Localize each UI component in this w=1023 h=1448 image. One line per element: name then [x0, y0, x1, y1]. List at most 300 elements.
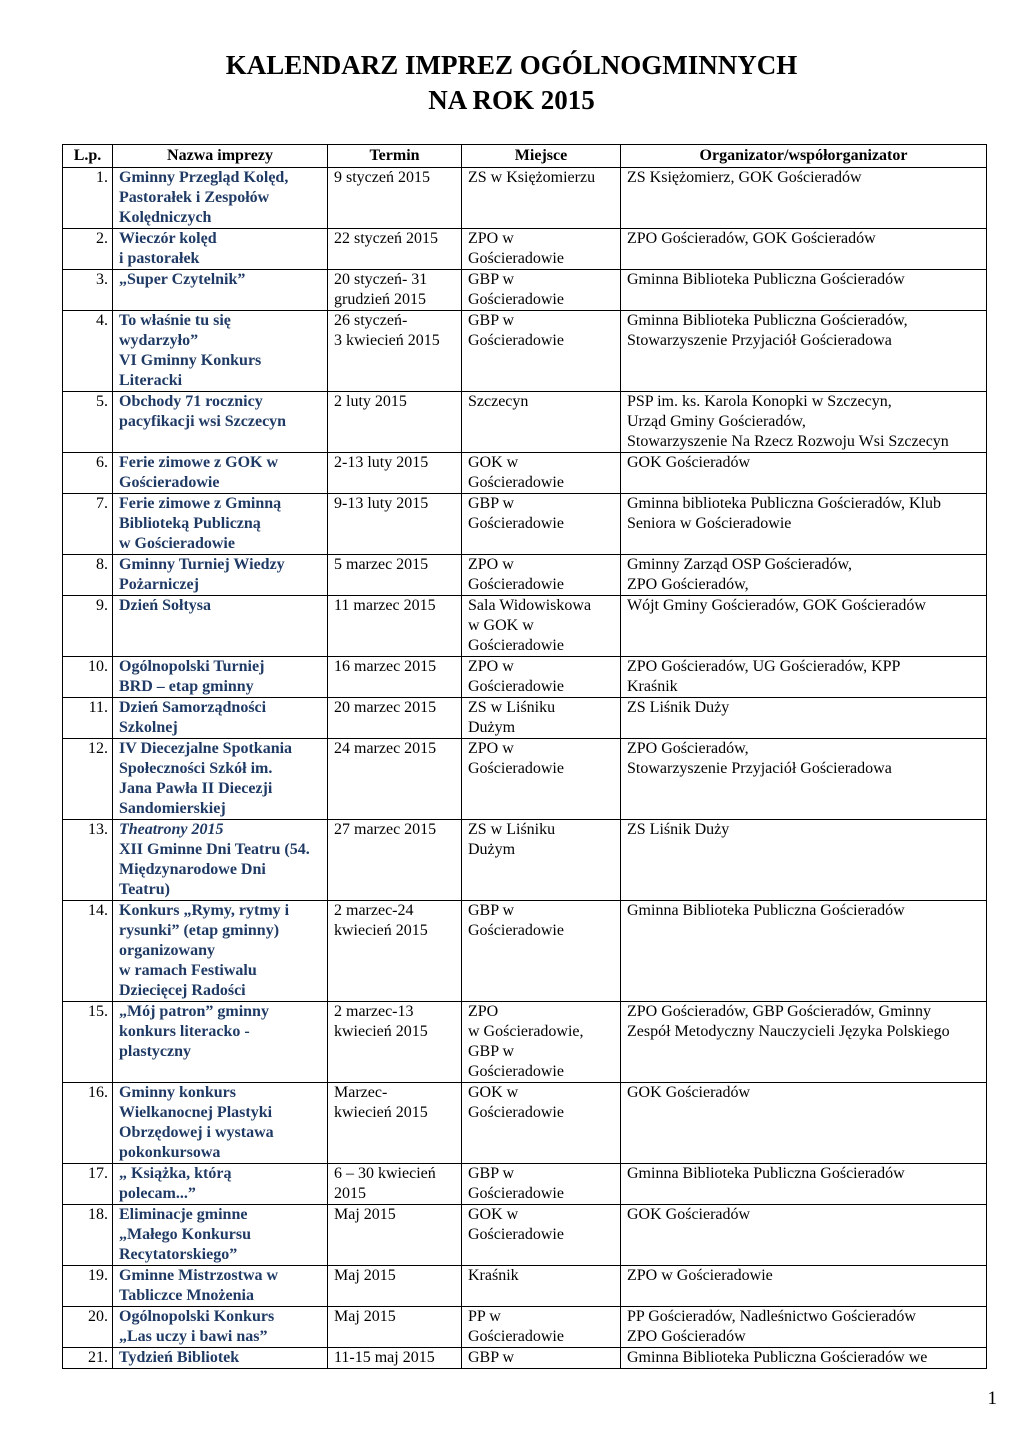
event-place — [462, 1164, 621, 1205]
event-place-line: Gościeradowie — [468, 1185, 564, 1202]
event-date — [328, 1002, 462, 1083]
event-place-line: Kraśnik — [468, 1267, 519, 1284]
event-date — [328, 1164, 462, 1205]
event-name-line: Theatrony 2015 — [119, 821, 224, 838]
event-date-line: 2015 — [334, 1185, 366, 1202]
event-organizer — [621, 1002, 987, 1083]
row-number-text: 12. — [88, 740, 108, 757]
event-date-line: kwiecień 2015 — [334, 1104, 428, 1121]
event-date — [328, 820, 462, 901]
table-row — [63, 1266, 987, 1307]
event-date-line: 16 marzec 2015 — [334, 658, 437, 675]
event-date-line: grudzień 2015 — [334, 291, 426, 308]
event-organizer-line: Gminna Biblioteka Publiczna Gościeradów — [627, 1165, 905, 1182]
event-name — [113, 1266, 328, 1307]
event-name-line: Ogólnopolski Turniej — [119, 658, 265, 675]
event-place — [462, 657, 621, 698]
event-place-line: Gościeradowie — [468, 760, 564, 777]
event-date-line: 9-13 luty 2015 — [334, 495, 429, 512]
event-name — [113, 229, 328, 270]
table-row — [63, 1002, 987, 1083]
row-number — [63, 1164, 113, 1205]
event-organizer — [621, 494, 987, 555]
event-organizer — [621, 596, 987, 657]
event-place-line: Gościeradowie — [468, 1226, 564, 1243]
row-number — [63, 596, 113, 657]
event-place-line: GOK w — [468, 1084, 519, 1101]
event-name-line: Gminny Przegląd Kolęd, — [119, 169, 289, 186]
event-name-line: VI Gminny Konkurs — [119, 352, 262, 369]
event-place-line: Gościeradowie — [468, 474, 564, 491]
event-place-line: ZPO w — [468, 230, 514, 247]
row-number-text: 11. — [88, 699, 108, 716]
event-date-line: 2-13 luty 2015 — [334, 454, 429, 471]
event-date-line: 9 styczeń 2015 — [334, 169, 430, 186]
event-organizer — [621, 1205, 987, 1266]
row-number — [63, 168, 113, 229]
table-row — [63, 901, 987, 1002]
event-organizer-line: Kraśnik — [627, 678, 678, 695]
event-name-line: organizowany — [119, 942, 215, 959]
event-place-line: GBP w — [468, 495, 515, 512]
event-place-line: Gościeradowie — [468, 1328, 564, 1345]
event-date — [328, 698, 462, 739]
row-number-text: 17. — [88, 1165, 108, 1182]
header-lp: L.p. — [63, 145, 113, 168]
row-number-text: 7. — [96, 495, 108, 512]
event-name-line: XII Gminne Dni Teatru (54. — [119, 841, 310, 858]
event-place-line: GBP w — [468, 1349, 515, 1366]
event-date — [328, 901, 462, 1002]
event-name-line: Gminne Mistrzostwa w — [119, 1267, 279, 1284]
event-date — [328, 1348, 462, 1369]
event-place-line: ZS w Księżomierzu — [468, 169, 596, 186]
event-place-line: Gościeradowie — [468, 637, 564, 654]
page-title — [0, 48, 1023, 118]
event-organizer — [621, 1266, 987, 1307]
table-row — [63, 698, 987, 739]
header-place: Miejsce — [462, 145, 621, 168]
event-place — [462, 229, 621, 270]
event-name — [113, 1348, 328, 1369]
row-number-text: 20. — [88, 1308, 108, 1325]
event-place-line: ZPO — [468, 1003, 499, 1020]
event-name-line: Dzień Samorządności — [119, 699, 267, 716]
event-place-line: ZPO w — [468, 740, 514, 757]
event-name-line: Kolędniczych — [119, 209, 212, 226]
row-number — [63, 1348, 113, 1369]
event-name-line: „Super Czytelnik” — [119, 271, 246, 288]
event-name-line: Ogólnopolski Konkurs — [119, 1308, 275, 1325]
event-place-line: GOK w — [468, 1206, 519, 1223]
event-place — [462, 596, 621, 657]
event-name — [113, 494, 328, 555]
event-organizer — [621, 392, 987, 453]
event-place-line: ZS w Liśniku — [468, 699, 556, 716]
row-number — [63, 494, 113, 555]
event-name — [113, 1002, 328, 1083]
page-number: 1 — [987, 1388, 997, 1409]
header-date: Termin — [328, 145, 462, 168]
event-organizer — [621, 657, 987, 698]
event-name-line: Gminny konkurs — [119, 1084, 236, 1101]
event-name-line: rysunki” (etap gminny) — [119, 922, 280, 939]
row-number-text: 21. — [88, 1349, 108, 1366]
event-organizer-line: ZS Księżomierz, GOK Gościeradów — [627, 169, 862, 186]
event-place — [462, 1205, 621, 1266]
row-number — [63, 270, 113, 311]
event-name — [113, 1307, 328, 1348]
event-place-line: ZPO w — [468, 556, 514, 573]
event-name-line: Ferie zimowe z Gminną — [119, 495, 282, 512]
event-place-line: Gościeradowie — [468, 576, 564, 593]
event-name — [113, 596, 328, 657]
row-number-text: 14. — [88, 902, 108, 919]
table-row — [63, 1083, 987, 1164]
event-organizer — [621, 901, 987, 1002]
event-date-line: 2 marzec-13 — [334, 1003, 414, 1020]
header-organizer: Organizator/współorganizator — [621, 145, 987, 168]
row-number — [63, 392, 113, 453]
event-date — [328, 596, 462, 657]
event-organizer-line: GOK Gościeradów — [627, 1206, 751, 1223]
event-place — [462, 1083, 621, 1164]
event-date-line: 20 marzec 2015 — [334, 699, 437, 716]
event-name-line: plastyczny — [119, 1043, 191, 1060]
event-organizer-line: PSP im. ks. Karola Konopki w Szczecyn, — [627, 393, 892, 410]
event-organizer — [621, 1307, 987, 1348]
event-date — [328, 229, 462, 270]
event-organizer — [621, 1348, 987, 1369]
event-date — [328, 168, 462, 229]
event-place-line: Gościeradowie — [468, 678, 564, 695]
event-place — [462, 1307, 621, 1348]
event-name-line: Recytatorskiego” — [119, 1246, 238, 1263]
event-place-line: Dużym — [468, 719, 516, 736]
event-name-line: To właśnie tu się — [119, 312, 231, 329]
event-date-line: 11-15 maj 2015 — [334, 1349, 435, 1366]
event-name-line: Sandomierskiej — [119, 800, 226, 817]
event-organizer-line: Gminny Zarząd OSP Gościeradów, — [627, 556, 852, 573]
event-place — [462, 1348, 621, 1369]
event-name-line: Obchody 71 rocznicy — [119, 393, 263, 410]
row-number — [63, 311, 113, 392]
event-place-line: Gościeradowie — [468, 922, 564, 939]
event-name-line: IV Diecezjalne Spotkania — [119, 740, 293, 757]
event-name-line: Wielkanocnej Plastyki — [119, 1104, 273, 1121]
event-organizer-line: Zespół Metodyczny Nauczycieli Języka Polskiego — [627, 1023, 950, 1040]
row-number-text: 18. — [88, 1206, 108, 1223]
event-place-line: Gościeradowie — [468, 1104, 564, 1121]
event-name-line: konkurs literacko - — [119, 1023, 250, 1040]
event-organizer-line: GOK Gościeradów — [627, 1084, 751, 1101]
event-place — [462, 494, 621, 555]
table-row — [63, 229, 987, 270]
event-date-line: 20 styczeń- 31 — [334, 271, 428, 288]
table-row — [63, 1205, 987, 1266]
title-line-1: KALENDARZ IMPREZ OGÓLNOGMINNYCH — [225, 50, 798, 80]
event-place — [462, 168, 621, 229]
event-place — [462, 1002, 621, 1083]
event-place-line: Gościeradowie — [468, 1063, 564, 1080]
row-number-text: 2. — [96, 230, 108, 247]
event-place-line: w Gościeradowie, — [468, 1023, 584, 1040]
event-date — [328, 555, 462, 596]
event-name-line: Wieczór kolęd — [119, 230, 217, 247]
event-place-line: Sala Widowiskowa — [468, 597, 592, 614]
row-number — [63, 1083, 113, 1164]
event-date — [328, 494, 462, 555]
event-name — [113, 1205, 328, 1266]
row-number — [63, 698, 113, 739]
event-organizer — [621, 453, 987, 494]
event-date-line: kwiecień 2015 — [334, 922, 428, 939]
event-date — [328, 657, 462, 698]
event-name — [113, 392, 328, 453]
event-date-line: 2 luty 2015 — [334, 393, 407, 410]
event-date-line: 2 marzec-24 — [334, 902, 414, 919]
table-row — [63, 739, 987, 820]
event-name-line: w ramach Festiwalu — [119, 962, 257, 979]
row-number — [63, 229, 113, 270]
event-organizer-line: ZPO w Gościeradowie — [627, 1267, 773, 1284]
event-date-line: Maj 2015 — [334, 1308, 396, 1325]
event-date — [328, 739, 462, 820]
table-row — [63, 555, 987, 596]
event-date-line: 11 marzec 2015 — [334, 597, 436, 614]
event-date-line: 22 styczeń 2015 — [334, 230, 438, 247]
event-organizer-line: GOK Gościeradów — [627, 454, 751, 471]
event-name — [113, 901, 328, 1002]
row-number-text: 6. — [96, 454, 108, 471]
event-place — [462, 698, 621, 739]
event-place-line: Gościeradowie — [468, 515, 564, 532]
event-name-line: Społeczności Szkół im. — [119, 760, 273, 777]
event-name-line: „Mój patron” gminny — [119, 1003, 269, 1020]
event-organizer — [621, 698, 987, 739]
event-place — [462, 311, 621, 392]
event-place-line: GBP w — [468, 271, 515, 288]
row-number — [63, 657, 113, 698]
row-number-text: 16. — [88, 1084, 108, 1101]
event-date-line: 5 marzec 2015 — [334, 556, 429, 573]
event-date-line: 26 styczeń- — [334, 312, 408, 329]
event-place — [462, 555, 621, 596]
event-name-line: Szkolnej — [119, 719, 178, 736]
event-organizer-line: ZS Liśnik Duży — [627, 699, 730, 716]
event-name — [113, 739, 328, 820]
row-number-text: 8. — [96, 556, 108, 573]
event-date — [328, 1307, 462, 1348]
event-name-line: „Małego Konkursu — [119, 1226, 252, 1243]
row-number — [63, 1205, 113, 1266]
event-place — [462, 270, 621, 311]
event-place-line: GBP w — [468, 1043, 515, 1060]
event-name-line: Gminny Turniej Wiedzy — [119, 556, 285, 573]
event-organizer — [621, 270, 987, 311]
table-row — [63, 596, 987, 657]
event-organizer-line: Gminna Biblioteka Publiczna Gościeradów we — [627, 1349, 928, 1366]
event-name-line: Obrzędowej i wystawa — [119, 1124, 274, 1141]
event-organizer — [621, 1083, 987, 1164]
event-date — [328, 453, 462, 494]
event-date-line: 3 kwiecień 2015 — [334, 332, 440, 349]
event-name-line: wydarzyło” — [119, 332, 199, 349]
event-place-line: GBP w — [468, 312, 515, 329]
event-date — [328, 270, 462, 311]
row-number — [63, 555, 113, 596]
event-organizer-line: ZPO Gościeradów, GOK Gościeradów — [627, 230, 876, 247]
event-name-line: Konkurs „Rymy, rytmy i — [119, 902, 290, 919]
event-date-line: Marzec- — [334, 1084, 388, 1101]
table-row — [63, 1164, 987, 1205]
event-name-line: „ Książka, którą — [119, 1165, 232, 1182]
event-organizer — [621, 555, 987, 596]
event-name — [113, 657, 328, 698]
table-row — [63, 1307, 987, 1348]
event-place-line: GOK w — [468, 454, 519, 471]
event-organizer — [621, 1164, 987, 1205]
row-number-text: 3. — [96, 271, 108, 288]
table-row — [63, 820, 987, 901]
event-name-line: Literacki — [119, 372, 183, 389]
event-name-line: Eliminacje gminne — [119, 1206, 248, 1223]
event-name-line: Gościeradowie — [119, 474, 220, 491]
event-organizer-line: ZPO Gościeradów, UG Gościeradów, KPP — [627, 658, 901, 675]
event-place-line: ZPO w — [468, 658, 514, 675]
event-name-line: Dzień Sołtysa — [119, 597, 211, 614]
event-name — [113, 168, 328, 229]
event-name-line: Biblioteką Publiczną — [119, 515, 261, 532]
row-number — [63, 739, 113, 820]
row-number — [63, 1307, 113, 1348]
event-name-line: Dziecięcej Radości — [119, 982, 246, 999]
event-name-line: polecam...” — [119, 1185, 196, 1202]
event-name-line: Międzynarodowe Dni — [119, 861, 266, 878]
event-place-line: GBP w — [468, 902, 515, 919]
event-organizer — [621, 311, 987, 392]
event-organizer-line: ZPO Gościeradów, — [627, 576, 749, 593]
row-number-text: 4. — [96, 312, 108, 329]
row-number-text: 10. — [88, 658, 108, 675]
event-name — [113, 1164, 328, 1205]
event-name-line: pacyfikacji wsi Szczecyn — [119, 413, 287, 430]
table-row — [63, 168, 987, 229]
event-organizer-line: Stowarzyszenie Przyjaciół Gościeradowa — [627, 760, 892, 777]
table-row — [63, 270, 987, 311]
event-name-line: Jana Pawła II Diecezji — [119, 780, 273, 797]
event-organizer-line: Seniora w Gościeradowie — [627, 515, 792, 532]
event-name-line: Tydzień Bibliotek — [119, 1349, 240, 1366]
table-body — [63, 168, 987, 1369]
row-number-text: 19. — [88, 1267, 108, 1284]
row-number — [63, 901, 113, 1002]
event-organizer-line: Gminna Biblioteka Publiczna Gościeradów — [627, 271, 905, 288]
event-name-line: Pożarniczej — [119, 576, 199, 593]
row-number-text: 5. — [96, 393, 108, 410]
event-place — [462, 1266, 621, 1307]
row-number — [63, 820, 113, 901]
event-date — [328, 1266, 462, 1307]
table-row — [63, 392, 987, 453]
event-place-line: ZS w Liśniku — [468, 821, 556, 838]
event-name — [113, 698, 328, 739]
event-name — [113, 311, 328, 392]
event-date — [328, 1205, 462, 1266]
row-number-text: 1. — [96, 169, 108, 186]
row-number-text: 9. — [96, 597, 108, 614]
event-date-line: Maj 2015 — [334, 1206, 396, 1223]
title-line-2: NA ROK 2015 — [428, 85, 595, 115]
event-organizer — [621, 168, 987, 229]
event-organizer-line: Urząd Gminy Gościeradów, — [627, 413, 806, 430]
row-number — [63, 1002, 113, 1083]
table-row — [63, 1348, 987, 1369]
event-name — [113, 270, 328, 311]
event-place-line: PP w — [468, 1308, 501, 1325]
event-place-line: Gościeradowie — [468, 291, 564, 308]
table-row — [63, 657, 987, 698]
event-name-line: Tabliczce Mnożenia — [119, 1287, 254, 1304]
event-place-line: Gościeradowie — [468, 332, 564, 349]
event-place — [462, 820, 621, 901]
event-name-line: pokonkursowa — [119, 1144, 221, 1161]
event-name — [113, 1083, 328, 1164]
row-number-text: 13. — [88, 821, 108, 838]
event-name-line: „Las uczy i bawi nas” — [119, 1328, 268, 1345]
event-name-line: Teatru) — [119, 881, 170, 898]
event-organizer-line: Wójt Gminy Gościeradów, GOK Gościeradów — [627, 597, 926, 614]
event-place — [462, 739, 621, 820]
event-place-line: GBP w — [468, 1165, 515, 1182]
event-date-line: 27 marzec 2015 — [334, 821, 437, 838]
event-place-line: Szczecyn — [468, 393, 529, 410]
event-name — [113, 820, 328, 901]
event-date — [328, 1083, 462, 1164]
event-organizer-line: ZPO Gościeradów, GBP Gościeradów, Gminny — [627, 1003, 931, 1020]
event-date-line: Maj 2015 — [334, 1267, 396, 1284]
row-number — [63, 453, 113, 494]
event-organizer-line: ZPO Gościeradów — [627, 1328, 746, 1345]
event-organizer-line: Gminna Biblioteka Publiczna Gościeradów — [627, 902, 905, 919]
event-name-line: BRD – etap gminny — [119, 678, 254, 695]
event-place-line: Dużym — [468, 841, 516, 858]
event-name-line: w Gościeradowie — [119, 535, 235, 552]
event-name-line: i pastorałek — [119, 250, 200, 267]
event-place-line: w GOK w — [468, 617, 534, 634]
event-name — [113, 453, 328, 494]
event-name-line: Pastorałek i Zespołów — [119, 189, 270, 206]
event-date-line: kwiecień 2015 — [334, 1023, 428, 1040]
header-name: Nazwa imprezy — [113, 145, 328, 168]
table-header-row — [63, 145, 987, 168]
event-organizer-line: Gminna biblioteka Publiczna Gościeradów, Klub — [627, 495, 941, 512]
event-date-line: 24 marzec 2015 — [334, 740, 437, 757]
event-organizer-line: Stowarzyszenie Przyjaciół Gościeradowa — [627, 332, 892, 349]
event-organizer — [621, 820, 987, 901]
event-place — [462, 453, 621, 494]
event-organizer-line: Gminna Biblioteka Publiczna Gościeradów, — [627, 312, 908, 329]
event-place-line: Gościeradowie — [468, 250, 564, 267]
event-organizer-line: Stowarzyszenie Na Rzecz Rozwoju Wsi Szczecyn — [627, 433, 949, 450]
event-organizer-line: PP Gościeradów, Nadleśnictwo Gościeradów — [627, 1308, 916, 1325]
event-place — [462, 901, 621, 1002]
event-date-line: 6 – 30 kwiecień — [334, 1165, 436, 1182]
row-number — [63, 1266, 113, 1307]
event-date — [328, 392, 462, 453]
event-organizer-line: ZS Liśnik Duży — [627, 821, 730, 838]
event-name-line: Ferie zimowe z GOK w — [119, 454, 279, 471]
